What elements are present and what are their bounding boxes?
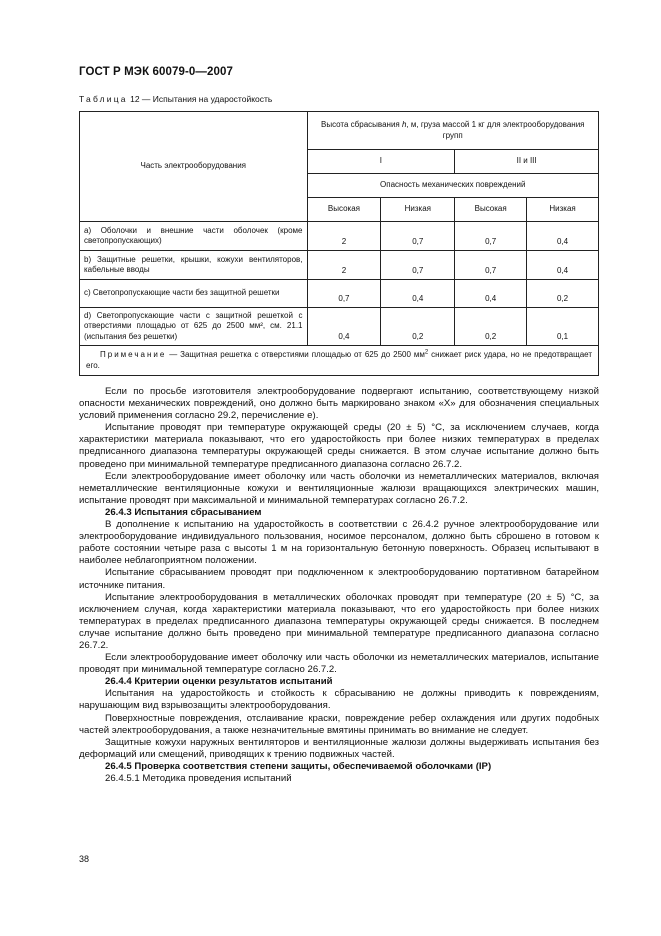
row-value: 0,7 xyxy=(455,251,527,280)
section-heading: 26.4.3 Испытания сбрасыванием xyxy=(105,506,262,518)
paragraph: В дополнение к испытанию на ударостойкость в соответствии с 26.4.2 ручное электрооборудование или электрооборудование индивидуального пользования, носимое персоналом, должно быть сброшено в готовом к работе состоянии четыре раза с высоты 1 м на горизонтальную бетонную поверхность. Образец испытывают в наиболее неблагоприятном положении. xyxy=(79,519,599,567)
level-header: Высокая xyxy=(307,198,381,222)
row-value: 0,4 xyxy=(307,308,381,346)
table-caption-text: 12 — Испытания на ударостойкость xyxy=(130,94,273,104)
document-header: ГОСТ Р МЭК 60079-0—2007 xyxy=(79,66,233,78)
col-header-height: Высота сбрасывания h, м, груза массой 1 кг для электрооборудования групп xyxy=(307,112,599,150)
table-row xyxy=(80,308,599,346)
row-part: b) Защитные решетки, крышки, кожухи вентиляторов, кабельные вводы xyxy=(80,251,308,280)
table-caption-label: Таблица xyxy=(79,94,128,104)
section-heading: 26.4.4 Критерии оценки результатов испытаний xyxy=(105,676,333,688)
row-part: d) Светопропускающие части с защитной решеткой с отверстиями площадью от 625 до 2500 мм², см. 21.1 (испытания без решетки) xyxy=(80,308,308,346)
paragraph: Если электрооборудование имеет оболочку или часть оболочки из неметаллических материалов, испытание проводят при минимальной температуре согласно 26.7.2. xyxy=(79,652,599,676)
row-value: 0,4 xyxy=(381,280,455,308)
level-header: Низкая xyxy=(527,198,599,222)
col-header-part: Часть электрооборудования xyxy=(80,112,308,222)
body-text xyxy=(79,386,599,785)
paragraph: Испытания на ударостойкость и стойкость к сбрасыванию не должны приводить к повреждениям, нарушающим вид взрывозащиты электрооборудования. xyxy=(79,688,599,712)
row-value: 2 xyxy=(307,251,381,280)
row-value: 0,1 xyxy=(527,308,599,346)
table-caption xyxy=(79,94,272,104)
paragraph: Испытание электрооборудования в металлических оболочках проводят при температуре (20 ± 5) °C, за исключением случая, когда характеристики материала показывают, что его ударостойкость при более низких температурах в пределах предписанного диапазона температуры окружающей среды снижается. В последнем случае испытание должно быть проведено при минимальной температуре предписанного диапазона согласно 26.7.2. xyxy=(79,591,599,651)
table-row xyxy=(80,280,599,308)
table-row xyxy=(80,251,599,280)
paragraph: Защитные кожухи наружных вентиляторов и вентиляционные жалюзи должны выдерживать испытания без деформаций или смещений, приводящих к трению подвижных частей. xyxy=(79,736,599,760)
row-value: 0,7 xyxy=(381,251,455,280)
level-header: Высокая xyxy=(455,198,527,222)
table-note: Примечание — Защитная решетка с отверстиями площадью от 625 до 2500 $мм^2$ снижает риск удара, но не предотвращает его. xyxy=(80,346,599,376)
note-label: Примечание xyxy=(100,350,167,359)
section-heading: 26.4.5 Проверка соответствия степени защиты, обеспечиваемой оболочками (IP) xyxy=(105,760,492,772)
paragraph: Если электрооборудование имеет оболочку или часть оболочки из неметаллических материалов, включая неметаллические вентиляционные кожухи и вентиляционные жалюзи вращающихся электрических машин, испытание проводят при максимальной и минимальной температурах согласно 26.7.2. xyxy=(79,470,599,506)
row-part: а) Оболочки и внешние части оболочек (кроме светопропускающих) xyxy=(80,222,308,251)
paragraph: Испытание проводят при температуре окружающей среды (20 ± 5) °C, за исключением случаев, когда характеристики материала показывают, что его ударостойкость при более низких температурах в пределах предписанного диапазона температуры окружающей среды снижается. В этом случае испытание должно быть проведено при минимальной температуре предписанного диапазона согласно 26.7.2. xyxy=(79,422,599,470)
table-row xyxy=(80,222,599,251)
impact-test-table xyxy=(79,111,599,376)
row-value: 0,2 xyxy=(381,308,455,346)
group-2-header: II и III xyxy=(455,150,599,174)
row-value: 0,7 xyxy=(455,222,527,251)
paragraph: Если по просьбе изготовителя электрооборудование подвергают испытанию, соответствующему низкой опасности механических повреждений, оно должно быть маркировано знаком «X» для обозначения специальных условий применения согласно 29.2, перечисление е). xyxy=(79,386,599,422)
row-part: c) Светопропускающие части без защитной решетки xyxy=(80,280,308,308)
row-value: 0,4 xyxy=(455,280,527,308)
paragraph: Поверхностные повреждения, отслаивание краски, повреждение ребер охлаждения или других подобных частей электрооборудования, а также незначительные вмятины принимать во внимание не следует. xyxy=(79,712,599,736)
row-value: 0,2 xyxy=(455,308,527,346)
row-value: 0,2 xyxy=(527,280,599,308)
page-number: 38 xyxy=(79,854,90,864)
row-value: 0,4 xyxy=(527,222,599,251)
paragraph: Испытание сбрасыванием проводят при подключенном к электрооборудованию портативном батарейном источнике питания. xyxy=(79,567,599,591)
row-value: 0,4 xyxy=(527,251,599,280)
row-value: 0,7 xyxy=(381,222,455,251)
group-1-header: I xyxy=(307,150,455,174)
level-header: Низкая xyxy=(381,198,455,222)
paragraph: 26.4.5.1 Методика проведения испытаний xyxy=(105,773,292,784)
row-value: 2 xyxy=(307,222,381,251)
row-value: 0,7 xyxy=(307,280,381,308)
danger-header: Опасность механических повреждений xyxy=(307,174,599,198)
